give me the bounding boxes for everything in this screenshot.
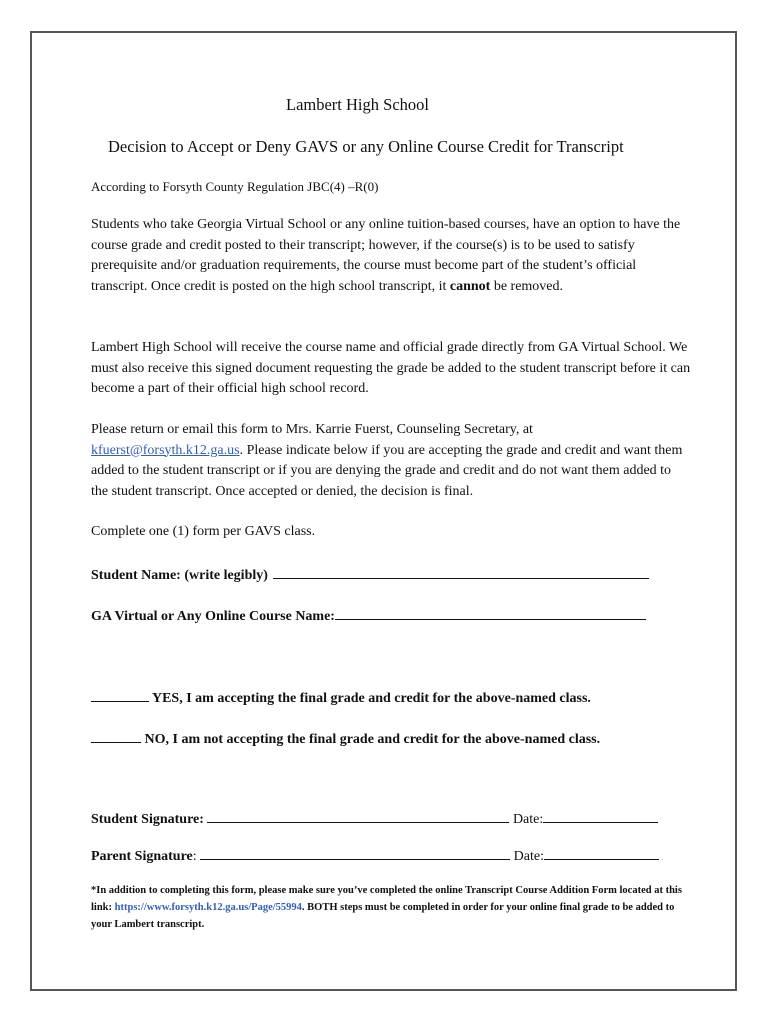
student-name-field	[91, 564, 649, 584]
school-title: Lambert High School	[286, 95, 429, 114]
parent-signature-line[interactable]	[200, 845, 510, 860]
footnote	[91, 882, 691, 933]
paragraph-official-grade: Lambert High School will receive the course name and official grade directly from GA Virtual School. We must also receive this signed document requesting the grade be added to the student transcript before it can become a part of their official high school record.	[91, 340, 691, 396]
form-title: Decision to Accept or Deny GAVS or any Online Course Credit for Transcript	[108, 137, 624, 156]
form-page	[30, 31, 737, 991]
parent-signature-colon: :	[192, 849, 197, 864]
regulation-reference: According to Forsyth County Regulation JBC(4) –R(0)	[91, 179, 379, 194]
date-label: Date:	[512, 812, 544, 827]
course-name-label: GA Virtual or Any Online Course Name:	[91, 609, 335, 624]
student-signature-line[interactable]	[207, 808, 509, 823]
yes-option-label: YES, I am accepting the final grade and credit for the above-named class.	[151, 691, 591, 706]
emphasis-text: cannot	[449, 278, 491, 294]
footnote-text: . BOTH steps must be completed in order for your online final grade to be added to your Lambert transcript.	[91, 902, 675, 930]
paragraph-text: Students who take Georgia Virtual School or any online tuition-based courses, have an option to have the course grade and credit posted to their transcript; however, if the course(s) is to be used to satisfy prerequisite and/or graduation requirements, the course must become part of the student’s official transcript. Once credit is posted on the high school transcript, it	[91, 217, 681, 294]
paragraph-transcript-option	[91, 215, 691, 297]
footnote-text: *In addition to completing this form, please make sure you’ve completed the online Transcript Course Addition Form located at this link:	[91, 885, 682, 913]
student-signature-field	[91, 808, 658, 828]
parent-signature-label: Parent Signature	[91, 849, 193, 864]
course-name-input-line[interactable]	[335, 605, 646, 620]
transcript-form-link[interactable]: https://www.forsyth.k12.ga.us/Page/55994	[114, 902, 302, 913]
parent-signature-field	[91, 845, 659, 865]
no-checkbox-line[interactable]	[91, 728, 141, 743]
student-name-label: Student Name: (write legibly)	[91, 568, 268, 583]
paragraph-return-instructions	[91, 420, 691, 502]
paragraph-one-form: Complete one (1) form per GAVS class.	[91, 524, 316, 539]
paragraph-text: be removed.	[490, 278, 564, 294]
yes-option	[91, 687, 591, 707]
paragraph-text: . Please indicate below if you are accepting the grade and credit and want them added to the student transcript or if you are denying the grade and credit and do not want them added to the student transcript. Once accepted or denied, the decision is final.	[91, 442, 683, 499]
course-name-field	[91, 605, 646, 625]
paragraph-text: Please return or email this form to Mrs. Karrie Fuerst, Counseling Secretary, at	[91, 422, 533, 437]
yes-checkbox-line[interactable]	[91, 687, 149, 702]
date-label: Date:	[513, 849, 544, 864]
student-date-line[interactable]	[543, 808, 658, 823]
student-signature-label: Student Signature:	[91, 812, 204, 827]
no-option-label: NO, I am not accepting the final grade and credit for the above-named class.	[144, 732, 601, 747]
student-name-input-line[interactable]	[273, 564, 649, 579]
no-option	[91, 728, 600, 748]
parent-date-line[interactable]	[544, 845, 659, 860]
email-link[interactable]: kfuerst@forsyth.k12.ga.us	[91, 442, 240, 458]
